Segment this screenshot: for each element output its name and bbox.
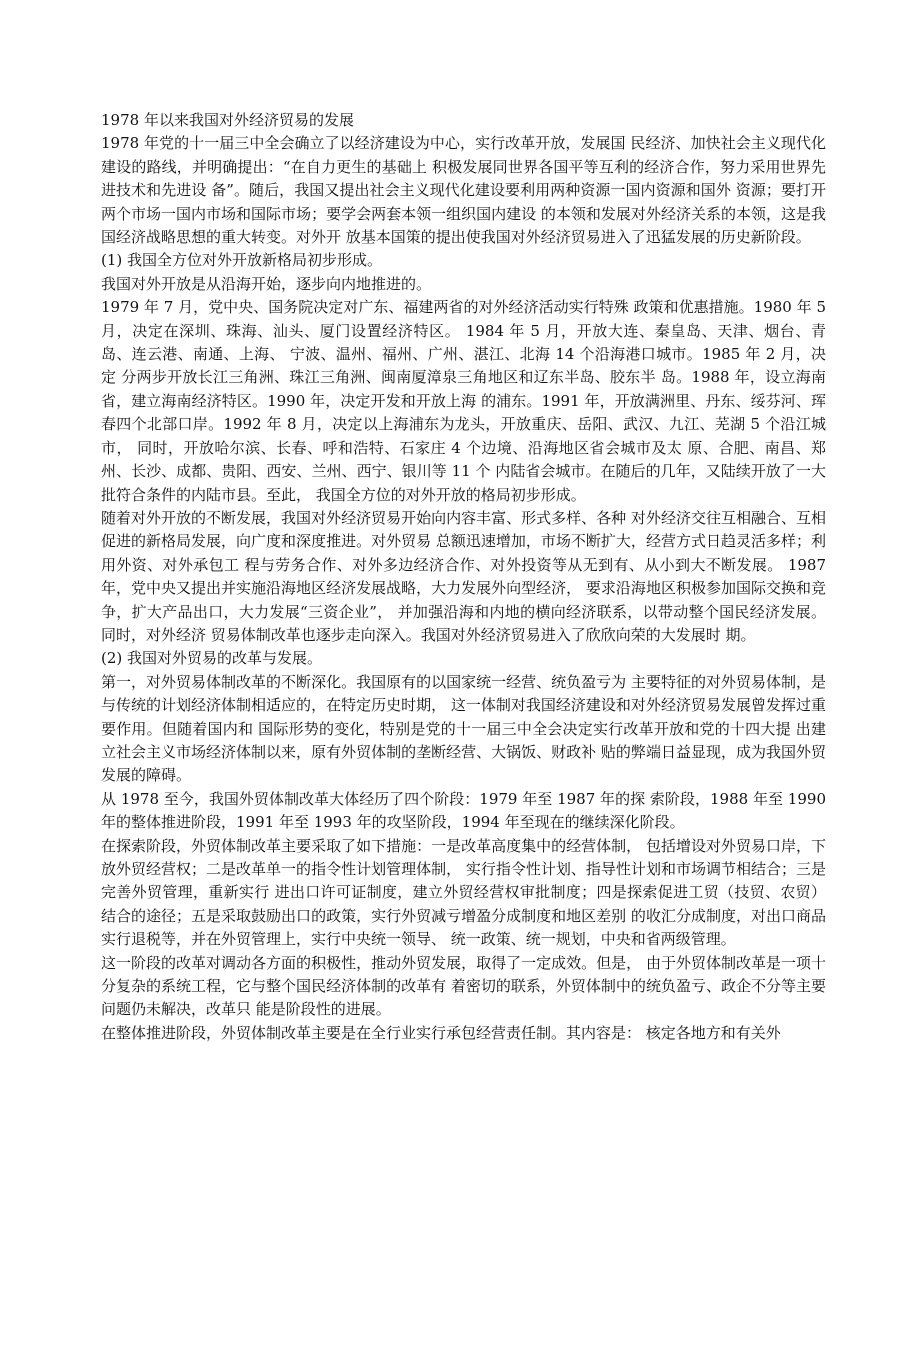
paragraph-exploration-stage: 在探索阶段，外贸体制改革主要采取了如下措施：一是改革高度集中的经营体制， 包括增设对外贸易口岸，下放外贸经营权；二是改革单一的指令性计划管理体制， 实行指令性计划、指导性计划和市场调节相结合；三是完善外贸管理，重新实行 进出口许可证制度，建立外贸经营权审批制度；四是探索促进工贸（技贸、农贸） 结合的途径；五是采取鼓励出口的政策，实行外贸减亏增盈分成制度和地区差别 的收汇分成制度，对出口商品实行退税等，并在外贸管理上，实行中央统一领导、 统一政策、统一规划，中央和省两级管理。 (101, 836, 826, 949)
paragraph-overall-advance: 在整体推进阶段，外贸体制改革主要是在全行业实行承包经营责任制。其内容是： 核定各地方和有关外 (101, 1023, 781, 1042)
paragraph-stage-results: 这一阶段的改革对调动各方面的积极性，推动外贸发展，取得了一定成效。但是， 由于外贸体制改革是一项十分复杂的系统工程，它与整个国民经济体制的改革有 着密切的联系，外贸体制中的统负盈亏、政企不分等主要问题仍未解决，改革只 能是阶段性的进展。 (101, 953, 826, 1019)
paragraph-coastal-start: 我国对外开放是从沿海开始，逐步向内地推进的。 (101, 274, 432, 293)
section-heading-2: (2) 我国对外贸易的改革与发展。 (101, 649, 323, 668)
document-body (101, 109, 826, 1045)
paragraph-four-stages: 从 1978 至今，我国外贸体制改革大体经历了四个阶段：1979 年至 1987 年的探 索阶段，1988 年至 1990 年的整体推进阶段，1991 年至 1993 年的攻坚阶段，1994 年至现在的继续深化阶段。 (101, 789, 826, 832)
document-title: 1978 年以来我国对外经济贸易的发展 (101, 111, 354, 129)
paragraph-reform-deepening: 第一，对外贸易体制改革的不断深化。我国原有的以国家统一经营、统负盈亏为 主要特征的对外贸易体制，是与传统的计划经济体制相适应的，在特定历史时期， 这一体制对我国经济建设和对外经济贸易发展曾发挥过重要作用。但随着国内和 国际形势的变化，特别是党的十一届三中全会决定实行改革开放和党的十四大提 出建立社会主义市场经济体制以来，原有外贸体制的垄断经营、大锅饭、财政补 贴的弊端日益显现，成为我国外贸发展的障碍。 (101, 672, 826, 785)
paragraph-opening-timeline: 1979 年 7 月，党中央、国务院决定对广东、福建两省的对外经济活动实行特殊 政策和优惠措施。1980 年 5 月，决定在深圳、珠海、汕头、厦门设置经济特区。 1984 年 5 月，开放大连、秦皇岛、天津、烟台、青岛、连云港、南通、上海、 宁波、温州、福州、广州、湛江、北海 14 个沿海港口城市。1985 年 2 月，决定 分两步开放长江三角洲、珠江三角洲、闽南厦漳泉三角地区和辽东半岛、胶东半 岛。1988 年，设立海南省，建立海南经济特区。1990 年，决定开发和开放上海 的浦东。1991 年，开放满洲里、丹东、绥芬河、珲春四个北部口岸。1992 年 8 月，决定以上海浦东为龙头，开放重庆、岳阳、武汉、九江、芜湖 5 个沿江城市， 同时，开放哈尔滨、长春、呼和浩特、石家庄 4 个边境、沿海地区省会城市及太 原、合肥、南昌、郑州、长沙、成都、贵阳、西安、兰州、西宁、银川等 11 个 内陆省会城市。在随后的几年，又陆续开放了一大批符合条件的内陆市县。至此， 我国全方位的对外开放的格局初步形成。 (101, 298, 826, 504)
section-heading-1: (1) 我国全方位对外开放新格局初步形成。 (101, 251, 383, 270)
paragraph-intro: 1978 年党的十一届三中全会确立了以经济建设为中心，实行改革开放，发展国 民经济、加快社会主义现代化建设的路线，并明确提出：“在自力更生的基础上 积极发展同世界各国平等互利的经济合作，努力采用世界先进技术和先进设 备”。随后，我国又提出社会主义现代化建设要利用两种资源一国内资源和国外 资源；要打开两个市场一国内市场和国际市场；要学会两套本领一组织国内建设 的本领和发展对外经济关系的本领，这是我国经济战略思想的重大转变。对外开 放基本国策的提出使我国对外经济贸易进入了迅猛发展的历史新阶段。 (101, 134, 826, 247)
paragraph-trade-development: 随着对外开放的不断发展，我国对外经济贸易开始向内容丰富、形式多样、各种 对外经济交往互相融合、互相促进的新格局发展，向广度和深度推进。对外贸易 总额迅速增加，市场不断扩大，经营方式日趋灵活多样；利用外资、对外承包工 程与劳务合作、对外多边经济合作、对外投资等从无到有、从小到大不断发展。 1987 年，党中央又提出并实施沿海地区经济发展战略，大力发展外向型经济， 要求沿海地区积极参加国际交换和竞争，扩大产品出口，大力发展“三资企业”， 并加强沿海和内地的横向经济联系，以带动整个国民经济发展。同时，对外经济 贸易体制改革也逐步走向深入。我国对外经济贸易进入了欣欣向荣的大发展时 期。 (101, 508, 826, 644)
